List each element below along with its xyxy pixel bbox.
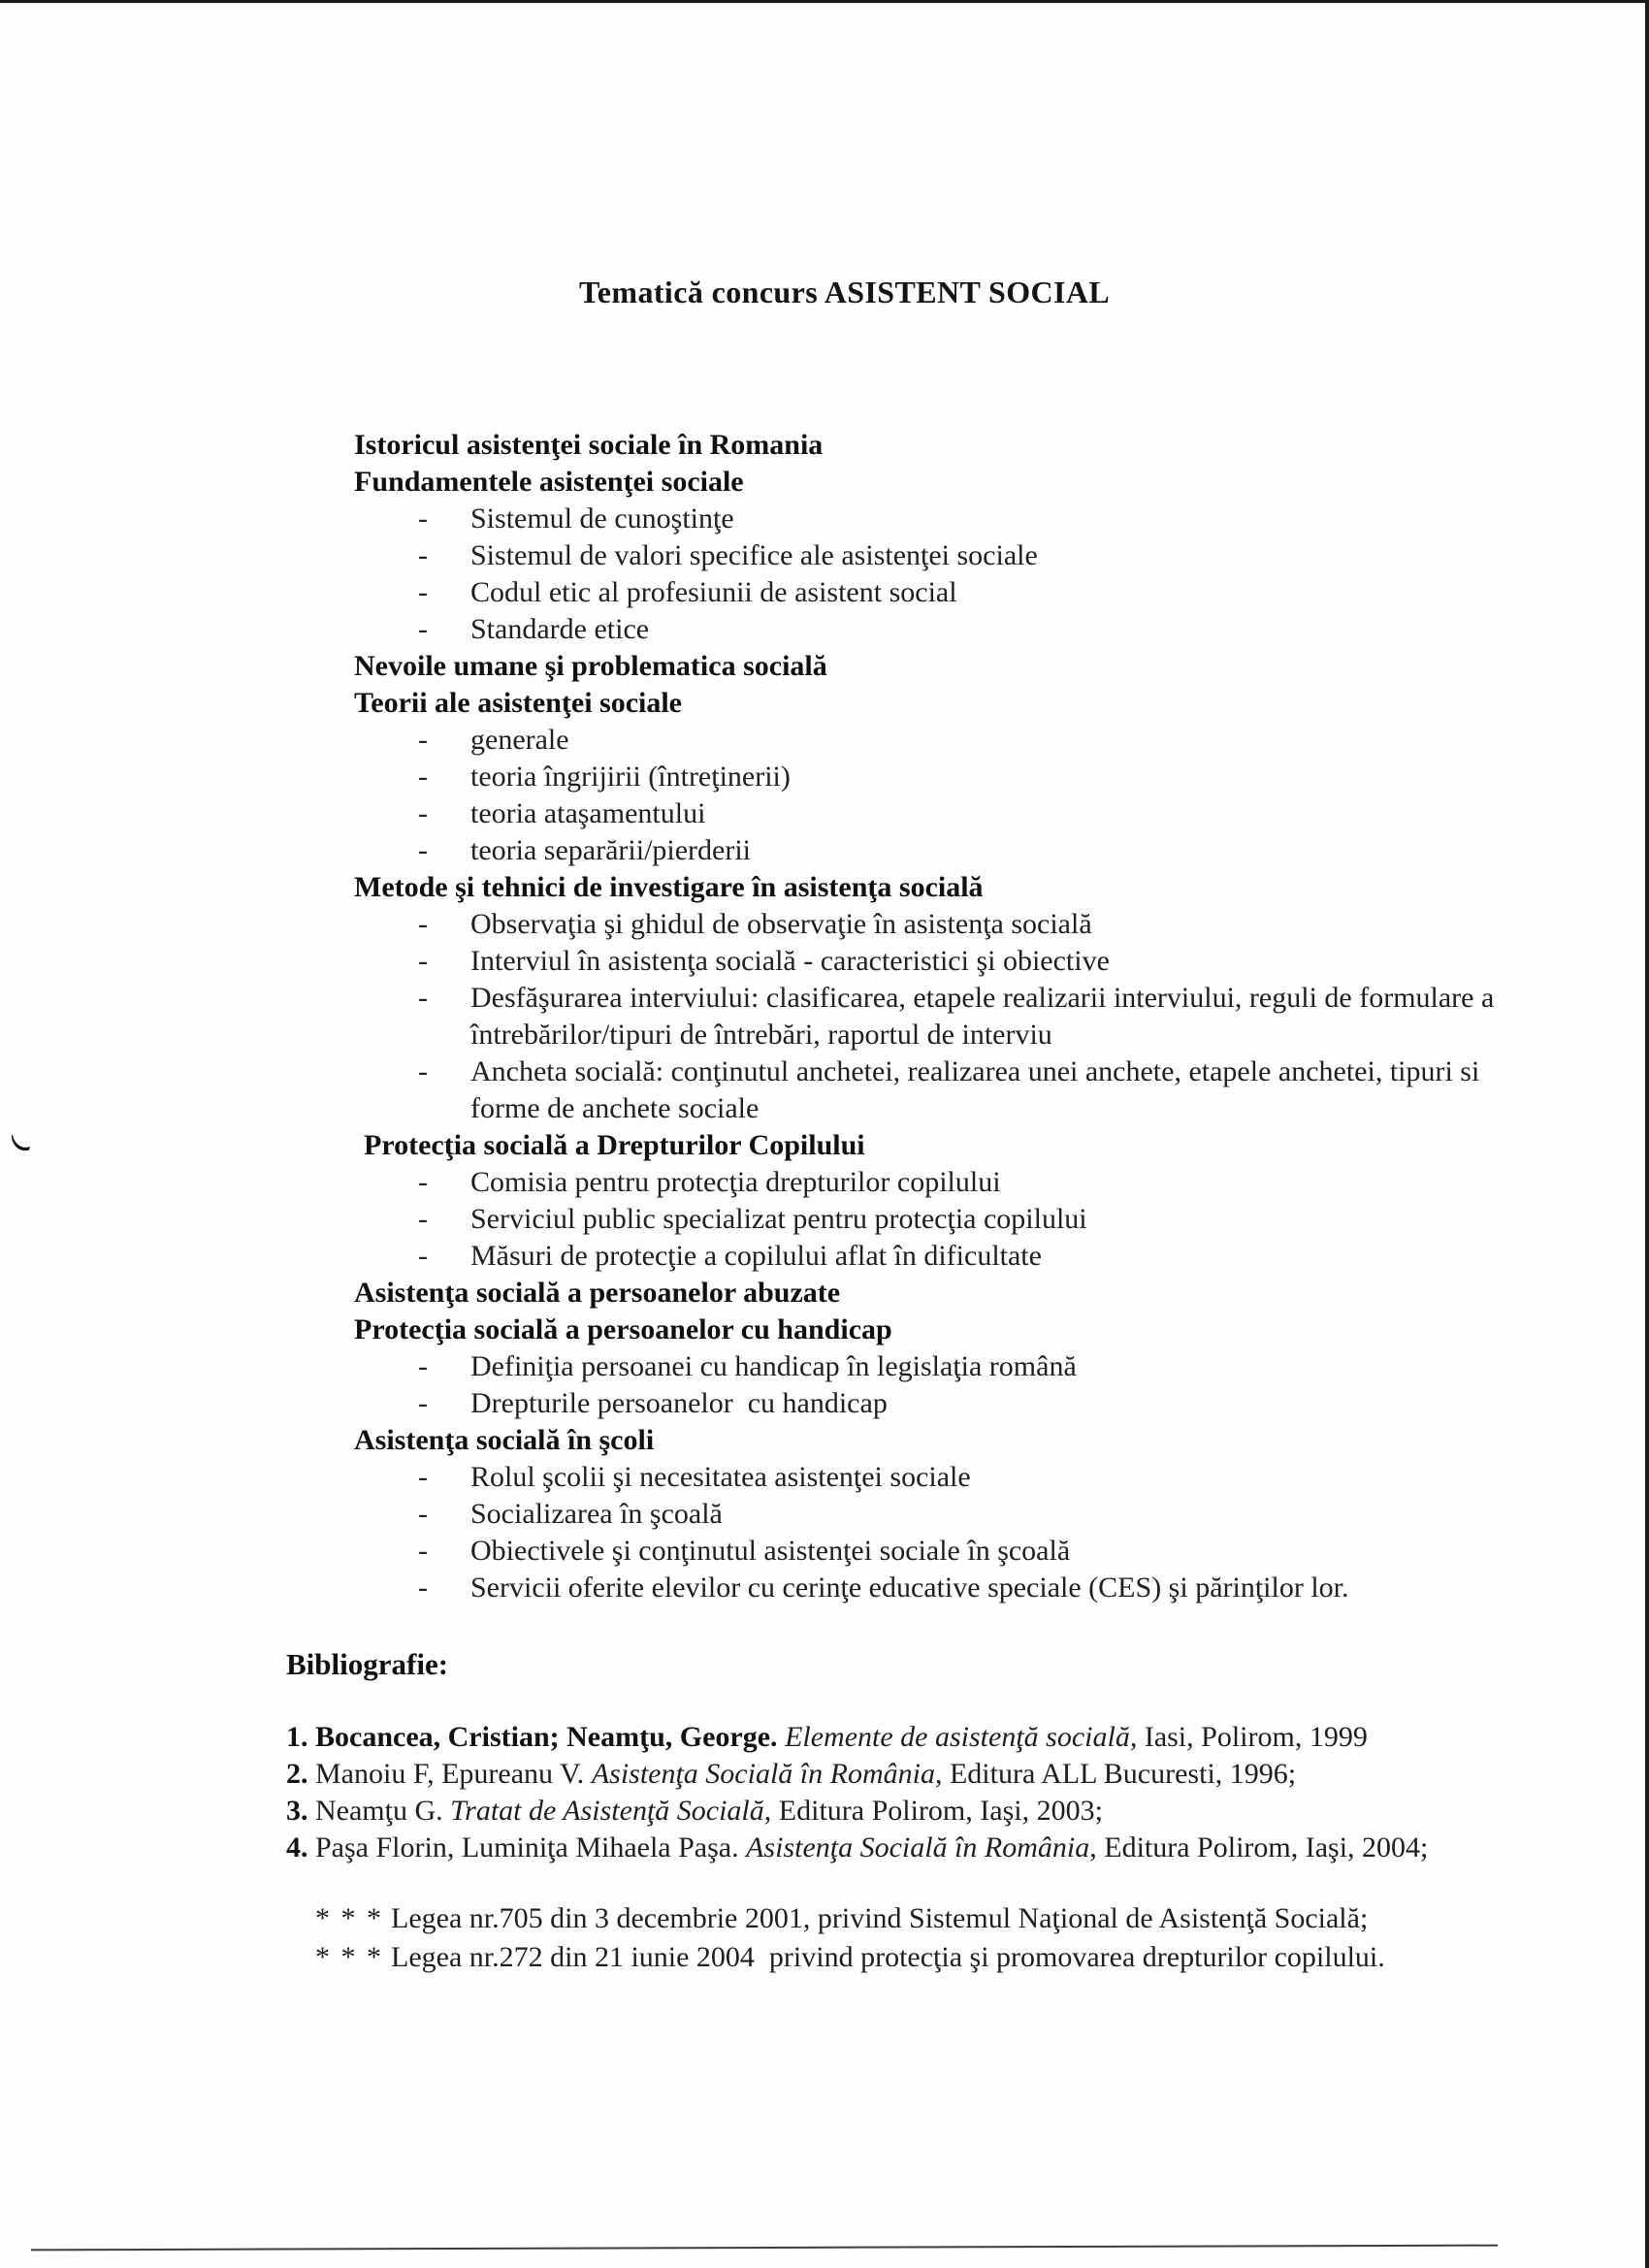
item-bullet: - bbox=[418, 1240, 428, 1272]
outline-item bbox=[0, 537, 1649, 574]
item-bullet: - bbox=[418, 613, 428, 645]
item-text: Ancheta socială: conţinutul anchetei, realizarea unei anchete, etapele anchetei, tipuri si forme de anchete sociale bbox=[470, 1055, 1487, 1124]
bib-entry bbox=[286, 1756, 1605, 1793]
item-bullet: - bbox=[418, 1387, 428, 1419]
outline-item bbox=[0, 1570, 1649, 1606]
law-entry bbox=[315, 1899, 1605, 1938]
bib-entry-number: 4. bbox=[286, 1831, 308, 1863]
item-text: Codul etic al profesiunii de asistent social bbox=[470, 576, 957, 608]
bib-entry-authors: Manoiu F, Epureanu V. bbox=[315, 1758, 585, 1790]
item-text: Definiţia persoanei cu handicap în legislaţia română bbox=[470, 1350, 1077, 1382]
outline-item bbox=[0, 759, 1649, 795]
outline-item bbox=[0, 980, 1649, 1053]
bib-entry-title: Asistenţa Socială în România bbox=[591, 1758, 935, 1790]
item-bullet: - bbox=[418, 761, 428, 793]
law-text: Legea nr.705 din 3 decembrie 2001, privind Sistemul Naţional de Asistenţă Socială; bbox=[391, 1902, 1369, 1934]
outline-item bbox=[0, 722, 1649, 759]
bib-entry-number: 2. bbox=[286, 1758, 308, 1790]
item-text: Rolul şcolii şi necesitatea asistenţei sociale bbox=[470, 1461, 971, 1493]
section-heading: Nevoile umane şi problematica socială bbox=[354, 650, 827, 682]
section-heading: Asistenţa socială a persoanelor abuzate bbox=[354, 1277, 841, 1309]
item-text: Sistemul de cunoştinţe bbox=[470, 502, 734, 535]
law-marker: * * * bbox=[315, 1902, 383, 1934]
section-heading: Protecţia socială a Drepturilor Copilului bbox=[364, 1129, 865, 1161]
bib-entry-number: 3. bbox=[286, 1795, 308, 1827]
outline-item bbox=[0, 1053, 1649, 1127]
item-bullet: - bbox=[418, 1535, 428, 1567]
item-bullet: - bbox=[418, 576, 428, 608]
bib-entry bbox=[286, 1793, 1605, 1830]
outline-item bbox=[0, 1496, 1649, 1533]
bib-entry-authors: Neamţu G. bbox=[315, 1795, 443, 1827]
bib-entry-suffix: , Editura ALL Bucuresti, 1996; bbox=[934, 1758, 1297, 1790]
scan-artifact-line bbox=[31, 2245, 1498, 2252]
outline-item bbox=[0, 1385, 1649, 1422]
item-text: generale bbox=[470, 724, 569, 756]
item-bullet: - bbox=[418, 797, 428, 829]
item-text: Desfăşurarea interviului: clasificarea, etapele realizarii interviului, reguli de formulare a întrebărilor/tipuri de întrebări, raportul de interviu bbox=[470, 982, 1502, 1051]
bib-entry-title: Tratat de Asistenţă Socială bbox=[450, 1795, 764, 1827]
item-bullet: - bbox=[418, 982, 428, 1014]
bib-entry bbox=[286, 1830, 1605, 1866]
item-text: Servicii oferite elevilor cu cerinţe educative speciale (CES) şi părinţilor lor. bbox=[470, 1571, 1349, 1604]
scan-edge-top bbox=[0, 0, 1649, 3]
section-heading: Fundamentele asistenţei sociale bbox=[354, 466, 744, 498]
item-bullet: - bbox=[418, 834, 428, 866]
section-heading: Istoricul asistenţei sociale în Romania bbox=[354, 429, 824, 461]
law-text: Legea nr.272 din 21 iunie 2004 privind protecţia şi promovarea drepturilor copilului. bbox=[391, 1941, 1385, 1973]
bib-entry-number: 1. bbox=[286, 1721, 308, 1753]
item-text: Drepturile persoanelor cu handicap bbox=[470, 1387, 888, 1419]
item-bullet: - bbox=[418, 724, 428, 756]
outline-item bbox=[0, 1459, 1649, 1496]
item-bullet: - bbox=[418, 1461, 428, 1493]
outline-item bbox=[0, 832, 1649, 869]
item-text: teoria separării/pierderii bbox=[470, 834, 752, 866]
item-text: Serviciul public specializat pentru protecţia copilului bbox=[470, 1203, 1087, 1235]
bibliography-section bbox=[286, 1646, 1605, 1977]
outline-item bbox=[0, 611, 1649, 648]
section-heading: Metode şi tehnici de investigare în asistenţa socială bbox=[354, 871, 984, 903]
outline-item bbox=[0, 1164, 1649, 1201]
section-heading: Protecţia socială a persoanelor cu handicap bbox=[354, 1313, 892, 1345]
bib-entry-suffix: , Editura Polirom, Iaşi, 2003; bbox=[763, 1795, 1103, 1827]
outline-item bbox=[0, 1238, 1649, 1275]
item-text: Sistemul de valori specifice ale asistenţei sociale bbox=[470, 539, 1038, 571]
item-bullet: - bbox=[418, 908, 428, 940]
document-title: Tematică concurs ASISTENT SOCIAL bbox=[579, 275, 1111, 309]
item-text: Standarde etice bbox=[470, 613, 650, 645]
item-bullet: - bbox=[418, 1166, 428, 1198]
item-text: Obiectivele şi conţinutul asistenţei sociale în şcoală bbox=[470, 1535, 1071, 1567]
law-references bbox=[315, 1899, 1605, 1977]
bibliography-entries bbox=[286, 1719, 1605, 1866]
section-heading: Teorii ale asistenţei sociale bbox=[354, 687, 682, 719]
section-heading: Asistenţa socială în şcoli bbox=[354, 1424, 655, 1456]
outline-item bbox=[0, 501, 1649, 537]
outline-item bbox=[0, 1533, 1649, 1570]
bibliography-heading: Bibliografie: bbox=[286, 1647, 449, 1681]
bib-entry-title: Elemente de asistenţă socială, bbox=[785, 1721, 1138, 1753]
outline-item bbox=[0, 574, 1649, 611]
item-text: teoria ataşamentului bbox=[470, 797, 706, 829]
law-entry bbox=[315, 1938, 1605, 1977]
outline-item bbox=[0, 906, 1649, 943]
item-bullet: - bbox=[418, 539, 428, 571]
item-bullet: - bbox=[418, 1498, 428, 1530]
bib-entry-suffix: Iasi, Polirom, 1999 bbox=[1144, 1721, 1368, 1753]
outline-item bbox=[0, 1348, 1649, 1385]
bib-entry-authors: Paşa Florin, Luminiţa Mihaela Paşa. bbox=[315, 1831, 739, 1863]
item-text: Observaţia şi ghidul de observaţie în asistenţa socială bbox=[470, 908, 1092, 940]
item-bullet: - bbox=[418, 1571, 428, 1604]
item-bullet: - bbox=[418, 1203, 428, 1235]
bib-entry bbox=[286, 1719, 1605, 1756]
bib-entry-authors: Bocancea, Cristian; Neamţu, George. bbox=[315, 1721, 778, 1753]
item-bullet: - bbox=[418, 1055, 428, 1087]
outline-item bbox=[0, 795, 1649, 832]
item-text: Măsuri de protecţie a copilului aflat în dificultate bbox=[470, 1240, 1042, 1272]
item-bullet: - bbox=[418, 502, 428, 535]
item-text: Socializarea în şcoală bbox=[470, 1498, 723, 1530]
outline-item bbox=[0, 943, 1649, 980]
bib-entry-title: Asistenţa Socială în România bbox=[746, 1831, 1090, 1863]
item-bullet: - bbox=[418, 1350, 428, 1382]
topics-outline bbox=[0, 427, 1649, 1606]
item-text: Interviul în asistenţa socială - caracteristici şi obiective bbox=[470, 945, 1110, 977]
law-marker: * * * bbox=[315, 1941, 383, 1973]
outline-item bbox=[0, 1201, 1649, 1238]
item-text: teoria îngrijirii (întreţinerii) bbox=[470, 761, 791, 793]
item-text: Comisia pentru protecţia drepturilor copilului bbox=[470, 1166, 1001, 1198]
bib-entry-suffix: , Editura Polirom, Iaşi, 2004; bbox=[1089, 1831, 1429, 1863]
item-bullet: - bbox=[418, 945, 428, 977]
